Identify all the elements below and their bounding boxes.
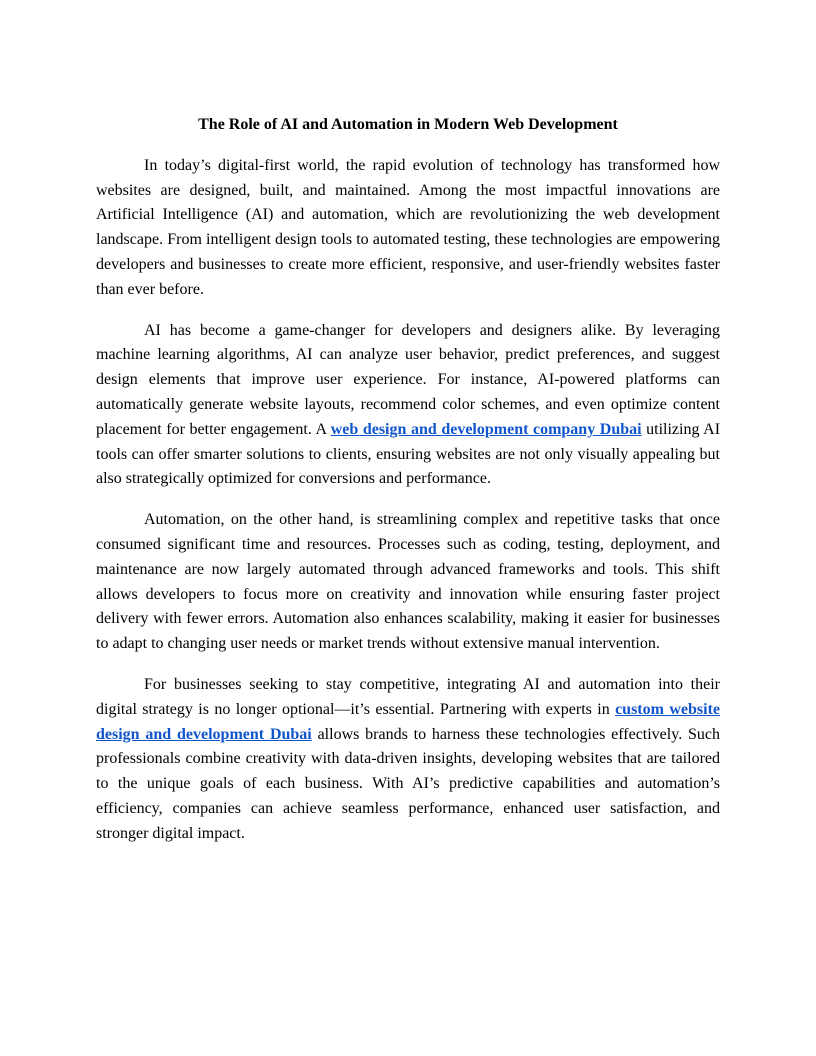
paragraph-ai-design bbox=[96, 319, 720, 493]
paragraph-text-before-link: AI has become a game-changer for developers and designers alike. By leveraging machine learning algorithms, AI can analyze user behavior, predict preferences, and suggest design elements that improve user experience. For instance, AI-powered platforms can automatically generate website layouts, recommend color schemes, and even optimize content placement for better engagement. A bbox=[96, 321, 720, 438]
paragraph-business bbox=[96, 673, 720, 847]
paragraph-text-after-link: utilizing AI tools can offer smarter solutions to clients, ensuring websites are not only visually appealing but also strategically optimized for conversions and performance. bbox=[96, 420, 721, 488]
paragraph-text-before-link: For businesses seeking to stay competitive, integrating AI and automation into their digital strategy is no longer optional—it’s essential. Partnering with experts in bbox=[96, 675, 720, 718]
web-design-company-link[interactable]: web design and development company Dubai bbox=[330, 420, 642, 438]
document-title: The Role of AI and Automation in Modern Web Development bbox=[198, 116, 618, 133]
custom-website-design-link[interactable]: custom website design and development Dubai bbox=[96, 700, 720, 743]
paragraph-automation: Automation, on the other hand, is streamlining complex and repetitive tasks that once consumed significant time and resources. Processes such as coding, testing, deployment, and maintenance are now largely automated through advanced frameworks and tools. This shift allows developers to focus more on creativity and innovation while ensuring faster project delivery with fewer errors. Automation also enhances scalability, making it easier for businesses to adapt to changing user needs or market trends without extensive manual intervention. bbox=[96, 511, 720, 653]
paragraph-intro: In today’s digital-first world, the rapid evolution of technology has transformed how websites are designed, built, and maintained. Among the most impactful innovations are Artificial Intelligence (AI) and automation, which are revolutionizing the web development landscape. From intelligent design tools to automated testing, these technologies are empowering developers and businesses to create more efficient, responsive, and user-friendly websites faster than ever before. bbox=[96, 156, 720, 298]
paragraph-text-after-link: allows brands to harness these technologies effectively. Such professionals combine creativity with data-driven insights, developing websites that are tailored to the unique goals of each business. With AI’s predictive capabilities and automation’s efficiency, companies can achieve seamless performance, enhanced user satisfaction, and stronger digital impact. bbox=[96, 725, 721, 842]
